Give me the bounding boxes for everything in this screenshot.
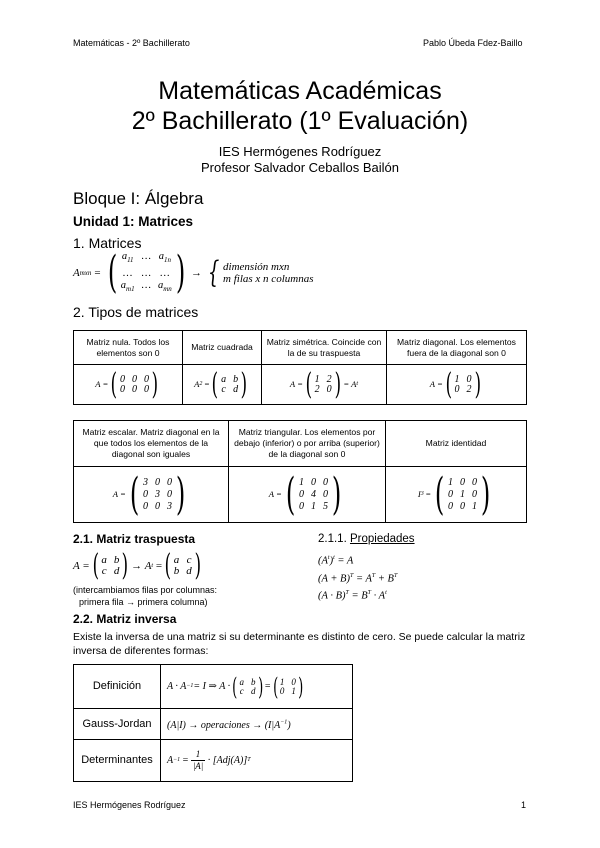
inverse-methods-table	[73, 664, 353, 782]
rows-columns-text: m filas x n columnas	[223, 273, 314, 285]
transpose-properties	[318, 551, 397, 604]
page-subtitle: 2º Bachillerato (1º Evaluación)	[131, 107, 469, 135]
formula-definicion: A · A −1 = I ⇒ A · ( a b c d ) = ( 1 0 0 1 )	[161, 665, 353, 709]
teacher-name: Profesor Salvador Ceballos Bailón	[201, 160, 399, 175]
property-2: $(A + B)^T = A^T + B^T$	[318, 572, 398, 584]
cell-nula: A = ( 0 0 0 0 0 0 )	[74, 365, 183, 405]
page-title: Matemáticas Académicas	[158, 77, 442, 105]
page-number: 1	[521, 800, 527, 810]
generic-matrix: $a_{11}$ … $a_{1n}$ … … … $a_{m1}$ … $a_{mn}$	[120, 251, 172, 293]
header-cuadrada: Matriz cuadrada	[183, 331, 262, 365]
header-nula: Matriz nula. Todos los elementos son 0	[74, 331, 183, 365]
brace: {	[207, 255, 220, 290]
transpose-formula: A = ( a b c d ) → A t = ( a c b d )	[73, 548, 201, 583]
header-diagonal: Matriz diagonal. Los elementos fuera de la diagonal son 0	[387, 331, 527, 365]
matrix-eq: =	[94, 267, 101, 279]
dimension-text: dimensión mxn	[223, 261, 290, 273]
unidad-heading: Unidad 1: Matrices	[73, 214, 194, 229]
cell-triangular: A = ( 1 0 0 0 4 0 0 1 5 )	[229, 467, 386, 523]
property-3: $(A \cdot B)^T = B^T \cdot A^t$	[318, 590, 387, 602]
matrix-arrow: →	[190, 267, 202, 279]
header-right: Pablo Úbeda Fdez-Baillo	[423, 38, 523, 48]
cell-cuadrada: A 2 = ( a b c d )	[183, 365, 262, 405]
bloque-heading: Bloque I: Álgebra	[73, 189, 204, 208]
matrix-lhs-sub: mxn	[79, 269, 92, 277]
inverse-paragraph: Existe la inversa de una matriz si su determinante es distinto de cero. Se puede calcular la matriz inversa de diferentes formas:	[73, 631, 526, 657]
cell-simetrica: A = ( 1 2 2 0 ) = A t	[262, 365, 387, 405]
section-2-1-heading: 2.1. Matriz traspuesta	[73, 532, 196, 546]
cell-escalar: A = ( 3 0 0 0 3 0 0 0 3 )	[74, 467, 229, 523]
section-2-1-1-heading: 2.1.1. Propiedades	[318, 533, 415, 545]
transpose-note: (intercambiamos filas por columnas: primera fila → primera columna)	[73, 585, 218, 607]
matrix-definition-formula: A mxn = ( $a_{11}$ … $a_{1n}$ … … … $a_{m1}$ … $a_{mn}$ ) → { dimensión mxn m filas x n columnas	[73, 247, 314, 298]
matrix-lhs: A	[73, 267, 80, 279]
cell-identidad: I 3 = ( 1 0 0 0 1 0 0 0 1 )	[386, 467, 527, 523]
matrix-types-table-2	[73, 420, 527, 523]
header-triangular: Matriz triangular. Los elementos por debajo (inferior) o por arriba (superior) de la diagonal son 0	[229, 421, 386, 467]
cell-diagonal: A = ( 1 0 0 2 )	[387, 365, 527, 405]
property-1: $(A^t)^t = A$	[318, 555, 354, 567]
method-definicion: Definición	[74, 665, 161, 709]
footer-left: IES Hermógenes Rodríguez	[73, 800, 186, 810]
method-determinantes: Determinantes	[74, 740, 161, 782]
matrix-types-table-1	[73, 330, 527, 405]
header-left: Matemáticas - 2º Bachillerato	[73, 38, 190, 48]
section-2-2-heading: 2.2. Matriz inversa	[73, 612, 177, 626]
section-1-heading: 1. Matrices	[73, 235, 142, 251]
formula-determinantes: A −1 = $\frac{1}{|A|}$ · [Adj(A)] T	[161, 740, 353, 782]
header-identidad: Matriz identidad	[386, 421, 527, 467]
method-gauss-jordan: Gauss-Jordan	[74, 709, 161, 740]
section-2-heading: 2. Tipos de matrices	[73, 304, 199, 320]
header-escalar: Matriz escalar. Matriz diagonal en la que todos los elementos de la diagonal son iguales	[74, 421, 229, 467]
formula-gauss-jordan: (A|I) → operaciones → $(I|A^{-1})$	[161, 709, 353, 740]
header-simetrica: Matriz simétrica. Coincide con la de su traspuesta	[262, 331, 387, 365]
school-name: IES Hermógenes Rodríguez	[218, 144, 382, 159]
